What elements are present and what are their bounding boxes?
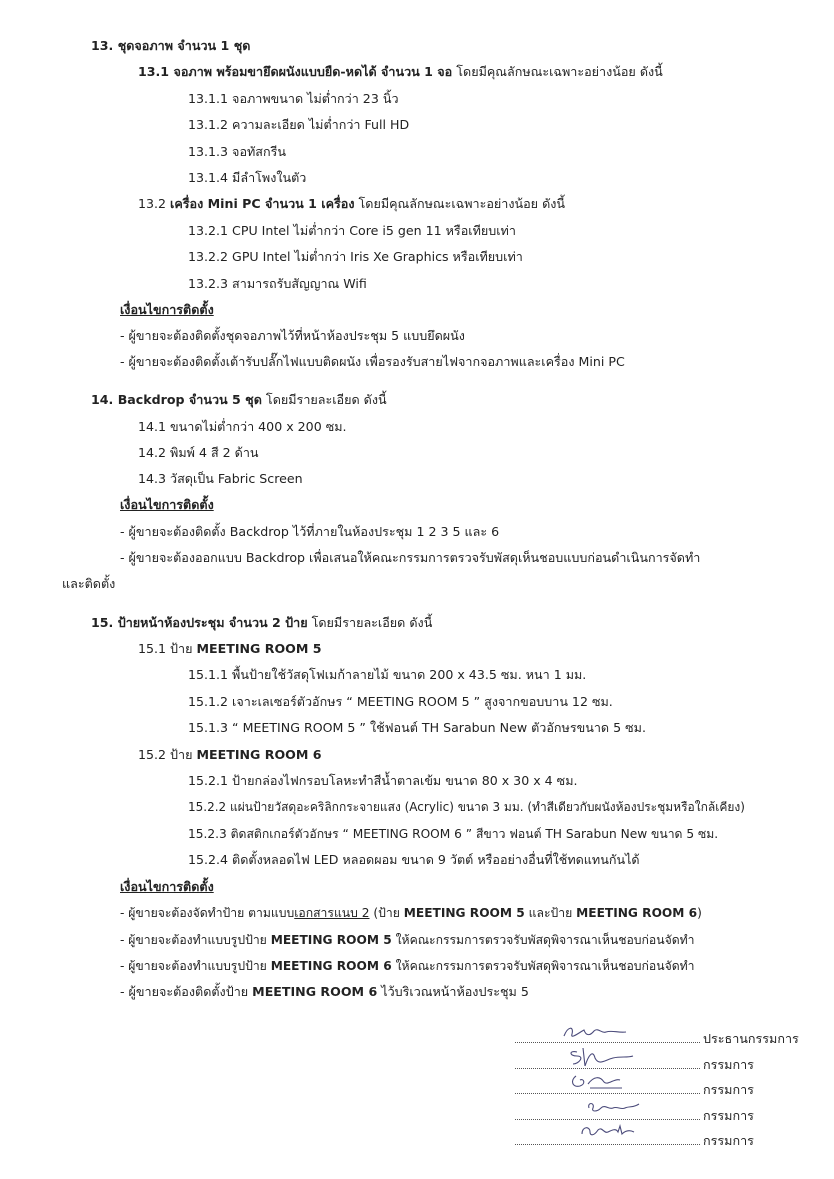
spec-13-1-1: 13.1.1 จอภาพขนาด ไม่ต่ำกว่า 23 นิ้ว <box>188 91 399 106</box>
section-15-title: 15. ป้ายหน้าห้องประชุม จำนวน 2 ป้าย โดยมีรายละเอียด ดังนี้ <box>91 615 433 630</box>
section-13-conditions-title: เงื่อนไขการติดตั้ง <box>120 302 214 317</box>
section-14-title: 14. Backdrop จำนวน 5 ชุด โดยมีรายละเอียด ดังนี้ <box>91 392 387 407</box>
condition-14-2: - ผู้ขายจะต้องออกแบบ Backdrop เพื่อเสนอให้คณะกรรมการตรวจรับพัสดุเห็นชอบแบบก่อนดำเนินการจัดทำ <box>120 550 701 565</box>
signature-role: กรรมการ <box>703 1057 754 1072</box>
handwritten-signature-2 <box>565 1044 635 1070</box>
spec-14-1: 14.1 ขนาดไม่ต่ำกว่า 400 x 200 ซม. <box>138 419 347 434</box>
spec-15-2-2: 15.2.2 แผ่นป้ายวัสดุอะคริลิกกระจายแสง (Acrylic) ขนาด 3 มม. (ทำสีเดียวกับผนังห้องประชุมหรือใกล้เคียง) <box>188 800 745 814</box>
spec-14-2: 14.2 พิมพ์ 4 สี 2 ด้าน <box>138 445 259 460</box>
spec-15-1-1: 15.1.1 พื้นป้ายใช้วัสดุโฟเมก้าลายไม้ ขนาด 200 x 43.5 ซม. หนา 1 มม. <box>188 667 587 682</box>
spec-13-1-2: 13.1.2 ความละเอียด ไม่ต่ำกว่า Full HD <box>188 117 410 132</box>
spec-13-1-4: 13.1.4 มีลำโพงในตัว <box>188 170 307 185</box>
section-13-title: 13. ชุดจอภาพ จำนวน 1 ชุด <box>91 38 251 53</box>
condition-15-1: - ผู้ขายจะต้องจัดทำป้าย ตามแบบเอกสารแนบ 2 (ป้าย MEETING ROOM 5 และป้าย MEETING ROOM 6) <box>120 906 702 920</box>
signature-line-member-2 <box>515 1083 754 1097</box>
condition-13-1: - ผู้ขายจะต้องติดตั้งชุดจอภาพไว้ที่หน้าห้องประชุม 5 แบบยึดผนัง <box>120 328 465 343</box>
section-14-conditions-title: เงื่อนไขการติดตั้ง <box>120 497 214 512</box>
spec-15-2-3: 15.2.3 ติดสติกเกอร์ตัวอักษร “ MEETING ROOM 6 ” สีขาว ฟอนต์ TH Sarabun New ขนาด 5 ซม. <box>188 827 719 841</box>
condition-15-4: - ผู้ขายจะต้องติดตั้งป้าย MEETING ROOM 6 ไว้บริเวณหน้าห้องประชุม 5 <box>120 984 529 999</box>
spec-13-2-2: 13.2.2 GPU Intel ไม่ต่ำกว่า Iris Xe Graphics หรือเทียบเท่า <box>188 249 523 264</box>
handwritten-signature-5 <box>578 1120 638 1140</box>
condition-15-3: - ผู้ขายจะต้องทำแบบรูปป้าย MEETING ROOM 6 ให้คณะกรรมการตรวจรับพัสดุพิจารณาเห็นชอบก่อนจัดทำ <box>120 959 695 973</box>
signature-role: กรรมการ <box>703 1133 754 1148</box>
section-13-1-heading: 13.1 จอภาพ พร้อมขายึดผนังแบบยืด-หดได้ จำนวน 1 จอ โดยมีคุณลักษณะเฉพาะอย่างน้อย ดังนี้ <box>138 64 663 79</box>
section-15-2-heading: 15.2 ป้าย MEETING ROOM 6 <box>138 747 322 762</box>
condition-13-2: - ผู้ขายจะต้องติดตั้งเต้ารับปลั๊กไฟแบบติดผนัง เพื่อรองรับสายไฟจากจอภาพและเครื่อง Mini PC <box>120 354 625 369</box>
spec-15-1-3: 15.1.3 “ MEETING ROOM 5 ” ใช้ฟอนต์ TH Sarabun New ตัวอักษรขนาด 5 ซม. <box>188 720 646 735</box>
spec-15-2-1: 15.2.1 ป้ายกล่องไฟกรอบโลหะทำสีน้ำตาลเข้ม ขนาด 80 x 30 x 4 ซม. <box>188 773 578 788</box>
spec-13-2-1: 13.2.1 CPU Intel ไม่ต่ำกว่า Core i5 gen 11 หรือเทียบเท่า <box>188 223 516 238</box>
signature-role: กรรมการ <box>703 1082 754 1097</box>
spec-13-2-3: 13.2.3 สามารถรับสัญญาณ Wifi <box>188 276 367 291</box>
spec-13-1-3: 13.1.3 จอทัสกรีน <box>188 144 286 159</box>
section-13-2-heading: 13.2 เครื่อง Mini PC จำนวน 1 เครื่อง โดยมีคุณลักษณะเฉพาะอย่างน้อย ดังนี้ <box>138 196 566 211</box>
handwritten-signature-4 <box>585 1096 645 1116</box>
section-15-conditions-title: เงื่อนไขการติดตั้ง <box>120 879 214 894</box>
condition-14-2-continued: และติดตั้ง <box>62 576 116 591</box>
handwritten-signature-1 <box>560 1022 630 1044</box>
signature-role: ประธานกรรมการ <box>703 1031 799 1046</box>
spec-14-3: 14.3 วัสดุเป็น Fabric Screen <box>138 471 303 486</box>
condition-14-1: - ผู้ขายจะต้องติดตั้ง Backdrop ไว้ที่ภายในห้องประชุม 1 2 3 5 และ 6 <box>120 524 500 539</box>
signature-line-chairman <box>515 1032 799 1046</box>
spec-15-2-4: 15.2.4 ติดตั้งหลอดไฟ LED หลอดผอม ขนาด 9 วัตต์ หรืออย่างอื่นที่ใช้ทดแทนกันได้ <box>188 852 640 867</box>
signature-role: กรรมการ <box>703 1108 754 1123</box>
handwritten-signature-3 <box>570 1070 630 1092</box>
condition-15-2: - ผู้ขายจะต้องทำแบบรูปป้าย MEETING ROOM 5 ให้คณะกรรมการตรวจรับพัสดุพิจารณาเห็นชอบก่อนจัดทำ <box>120 933 695 947</box>
section-15-1-heading: 15.1 ป้าย MEETING ROOM 5 <box>138 641 322 656</box>
spec-15-1-2: 15.1.2 เจาะเลเซอร์ตัวอักษร “ MEETING ROOM 5 ” สูงจากขอบบาน 12 ซม. <box>188 694 613 709</box>
